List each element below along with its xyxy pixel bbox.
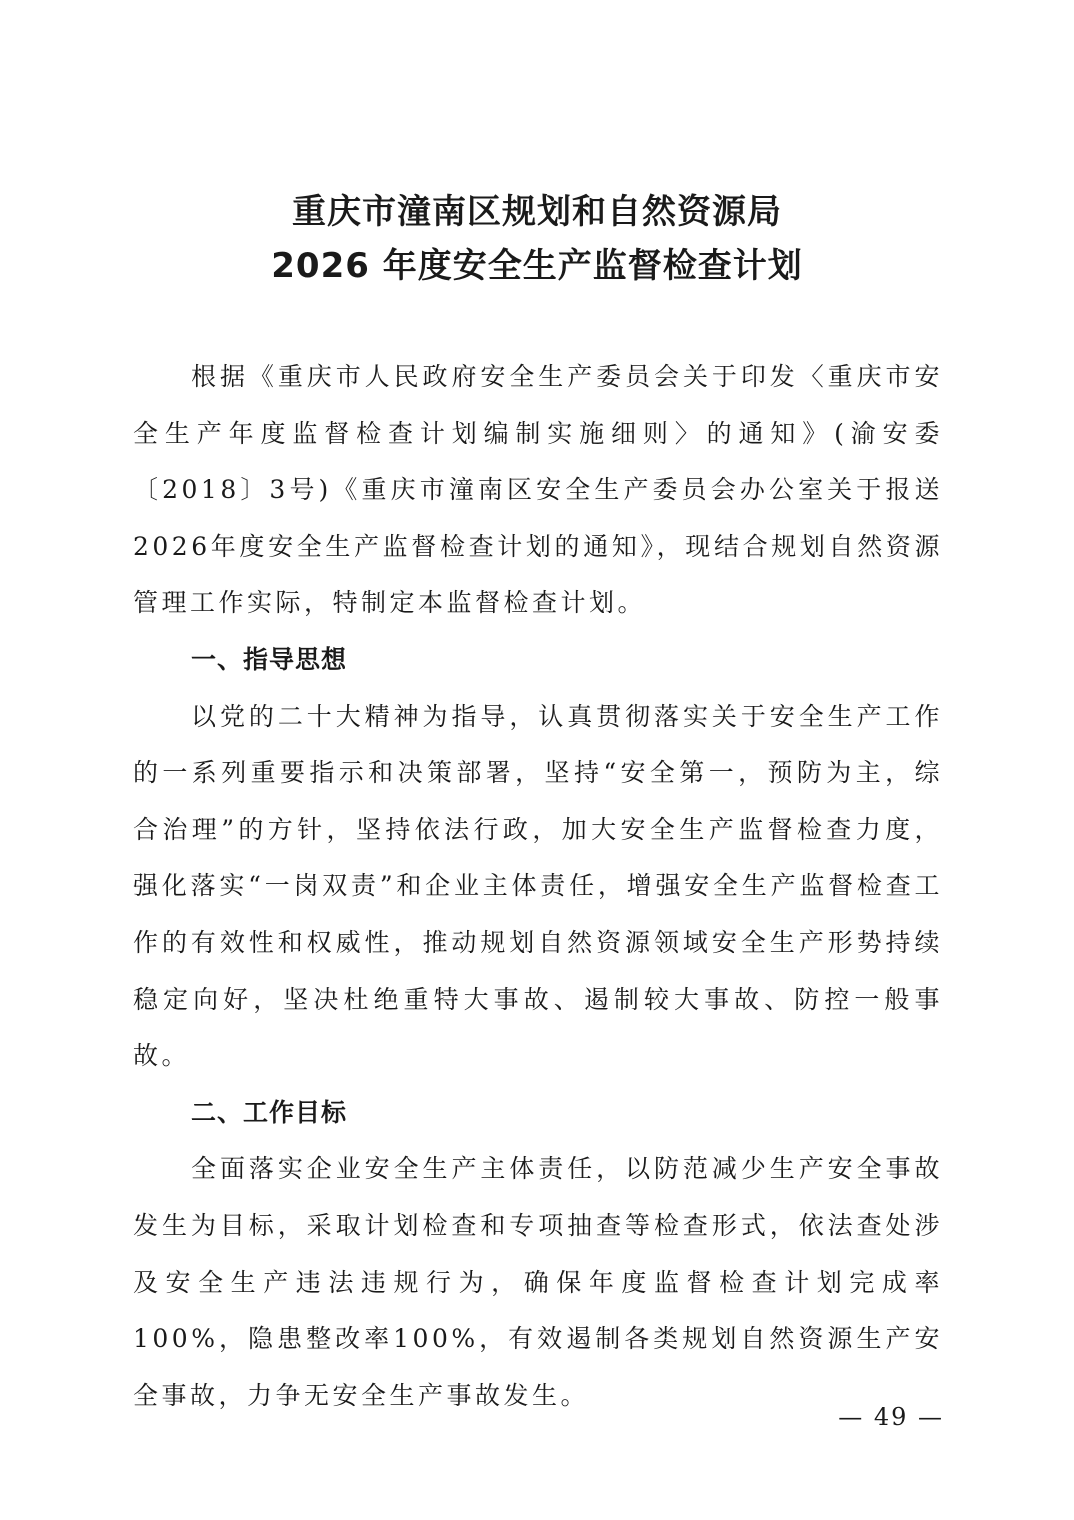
section-paragraph-guiding-ideology: 以党的二十大精神为指导，认真贯彻落实关于安全生产工作的一系列重要指示和决策部署，坚持“安全第一，预防为主，综合治理”的方针，坚持依法行政，加大安全生产监督检查力度，强化落实“一岗双责”和企业主体责任，增强安全生产监督检查工作的有效性和权威性，推动规划自然资源领域安全生产形势持续稳定向好，坚决杜绝重特大事故、遏制较大事故、防控一般事故。: [133, 701, 943, 1071]
document-body: [133, 349, 943, 1424]
section-paragraph-work-goals: 全面落实企业安全生产主体责任，以防范减少生产安全事故发生为目标，采取计划检查和专项抽查等检查形式，依法查处涉及安全生产违法违规行为，确保年度监督检查计划完成率100%，隐患整改率100%，有效遏制各类规划自然资源生产安全事故，力争无安全生产事故发生。: [133, 1154, 943, 1410]
intro-paragraph: 根据《重庆市人民政府安全生产委员会关于印发〈重庆市安全生产年度监督检查计划编制实施细则〉的通知》(渝安委〔2018〕3号)《重庆市潼南区安全生产委员会办公室关于报送2026年度安全生产监督检查计划的通知》，现结合规划自然资源管理工作实际，特制定本监督检查计划。: [133, 362, 943, 618]
document-title-line1: 重庆市潼南区规划和自然资源局: [292, 192, 782, 232]
section-heading-guiding-ideology: 一、指导思想: [191, 644, 348, 674]
section-heading-work-goals: 二、工作目标: [191, 1097, 348, 1127]
document-title-line2: 2026 年度安全生产监督检查计划: [271, 246, 803, 286]
page-number: — 49 —: [838, 1403, 944, 1431]
